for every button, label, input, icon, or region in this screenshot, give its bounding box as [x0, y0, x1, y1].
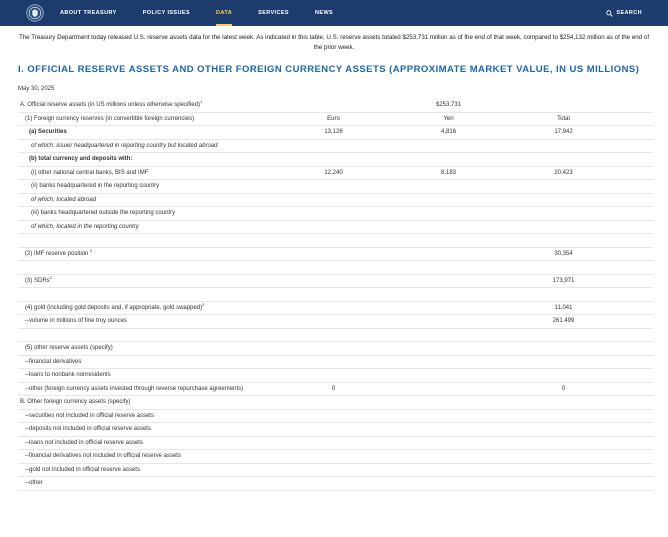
- nav-item-news[interactable]: NEWS: [315, 10, 334, 16]
- row-label: (4) gold (including gold deposits and, if appropriate, gold swapped)$^3$: [25, 301, 205, 311]
- table-row: [18, 221, 653, 235]
- cell-yen: 8,183: [440, 169, 456, 176]
- row-label: (5) other reserve assets (specify): [25, 345, 113, 352]
- table-row: [18, 113, 653, 127]
- table-row: [18, 356, 653, 370]
- row-label: --other: [25, 480, 43, 487]
- section-heading: I. OFFICIAL RESERVE ASSETS AND OTHER FOREIGN CURRENCY ASSETS (APPROXIMATE MARKET VALUE, IN US MILLIONS): [18, 64, 640, 76]
- footnote-marker: 3: [202, 301, 205, 307]
- table-row: [18, 383, 653, 397]
- nav-item-policy-issues[interactable]: POLICY ISSUES: [142, 10, 191, 16]
- table-row: [18, 234, 653, 248]
- table-row: [18, 207, 653, 221]
- cell-yen: Yen: [443, 115, 454, 122]
- cell-total: 30,354: [554, 250, 573, 257]
- table-row: [18, 315, 653, 329]
- table-row: [18, 369, 653, 383]
- report-date: May 30, 2025: [18, 86, 55, 93]
- table-row: [18, 180, 653, 194]
- table-row: [18, 302, 653, 316]
- cell-total: 261.499: [552, 318, 575, 325]
- nav-item-data[interactable]: DATA: [216, 0, 232, 26]
- table-row: [18, 140, 653, 154]
- reserve-assets-table: [18, 99, 653, 491]
- row-label: A. Official reserve assets (in US millions unless otherwise specified)$^1$: [20, 99, 203, 109]
- cell-euro: 12,240: [324, 169, 343, 176]
- table-row: [18, 423, 653, 437]
- intro-paragraph: The Treasury Department today released U.S. reserve assets data for the latest week. As indicated in this table, U.S. reserve assets totaled $253,731 million as of the end of that week, compared to $254,132 million as of the end of the prior week.: [18, 34, 650, 51]
- table-row: [18, 288, 653, 302]
- row-label: (3) SDRs$^2$: [25, 274, 52, 284]
- row-label: (1) Foreign currency reserves (in convertible foreign currencies): [25, 115, 195, 122]
- cell-yen: $253,731: [435, 102, 462, 109]
- footnote-marker: 2: [90, 247, 93, 253]
- table-row: [18, 153, 653, 167]
- cell-yen: 4,816: [440, 129, 456, 136]
- row-label: of which, located abroad: [31, 196, 97, 203]
- treasury-seal-logo[interactable]: [26, 4, 44, 22]
- row-label: --other (foreign currency assets invested through reverse repurchase agreements): [25, 385, 244, 392]
- nav-item-about-treasury[interactable]: ABOUT TREASURY: [60, 10, 117, 16]
- table-row: [18, 248, 653, 262]
- cell-total: 0: [561, 385, 566, 392]
- cell-euro: Euro: [327, 115, 340, 122]
- table-row: [18, 275, 653, 289]
- row-label: of which: issuer headquartered in reporting country but located abroad: [31, 142, 218, 149]
- row-label: (iii) banks headquartered outside the reporting country: [31, 210, 176, 217]
- table-row: [18, 410, 653, 424]
- row-label: --gold not included in official reserve assets: [25, 466, 140, 473]
- table-row: [18, 99, 653, 113]
- cell-total: 173,971: [552, 277, 575, 284]
- table-row: [18, 261, 653, 275]
- row-label: --financial derivatives not included in official reserve assets: [25, 453, 181, 460]
- cell-total: 20,423: [554, 169, 573, 176]
- nav-items: [60, 0, 333, 26]
- search-label: SEARCH: [616, 10, 642, 16]
- row-label: of which, located in the reporting country: [31, 223, 139, 230]
- row-label: (ii) banks headquartered in the reporting country: [31, 183, 160, 190]
- table-row: [18, 450, 653, 464]
- row-label: --volume in millions of fine troy ounces: [25, 318, 128, 325]
- cell-euro: 0: [331, 385, 336, 392]
- table-row: [18, 167, 653, 181]
- cell-euro: 13,126: [324, 129, 343, 136]
- row-label: (b) total currency and deposits with:: [29, 156, 133, 163]
- row-label: (a) Securities: [29, 129, 67, 136]
- row-label: --securities not included in official reserve assets: [25, 412, 154, 419]
- row-label: --loans to nonbank nonresidents: [25, 372, 111, 379]
- table-row: [18, 342, 653, 356]
- row-label: (i) other national central banks, BIS and IMF: [31, 169, 149, 176]
- row-label: --loans not included in official reserve assets: [25, 439, 143, 446]
- search-icon: [606, 10, 613, 17]
- nav-item-services[interactable]: SERVICES: [258, 10, 289, 16]
- row-label: (2) IMF reserve position $^2$: [25, 247, 93, 257]
- table-row: [18, 437, 653, 451]
- table-row: [18, 329, 653, 343]
- table-row: [18, 126, 653, 140]
- search-button[interactable]: [606, 10, 642, 17]
- footnote-marker: 1: [199, 99, 203, 105]
- cell-total: 17,942: [554, 129, 573, 136]
- cell-total: 11,041: [554, 304, 573, 311]
- table-row: [18, 477, 653, 491]
- table-row: [18, 464, 653, 478]
- table-row: [18, 194, 653, 208]
- table-row: [18, 396, 653, 410]
- footnote-marker: 2: [49, 274, 52, 280]
- top-nav-bar: [0, 0, 668, 26]
- row-label: --deposits not included in official reserve assets: [25, 426, 151, 433]
- row-label: --financial derivatives: [25, 358, 82, 365]
- row-label: B. Other foreign currency assets (specify): [20, 399, 131, 406]
- cell-total: Total: [557, 115, 570, 122]
